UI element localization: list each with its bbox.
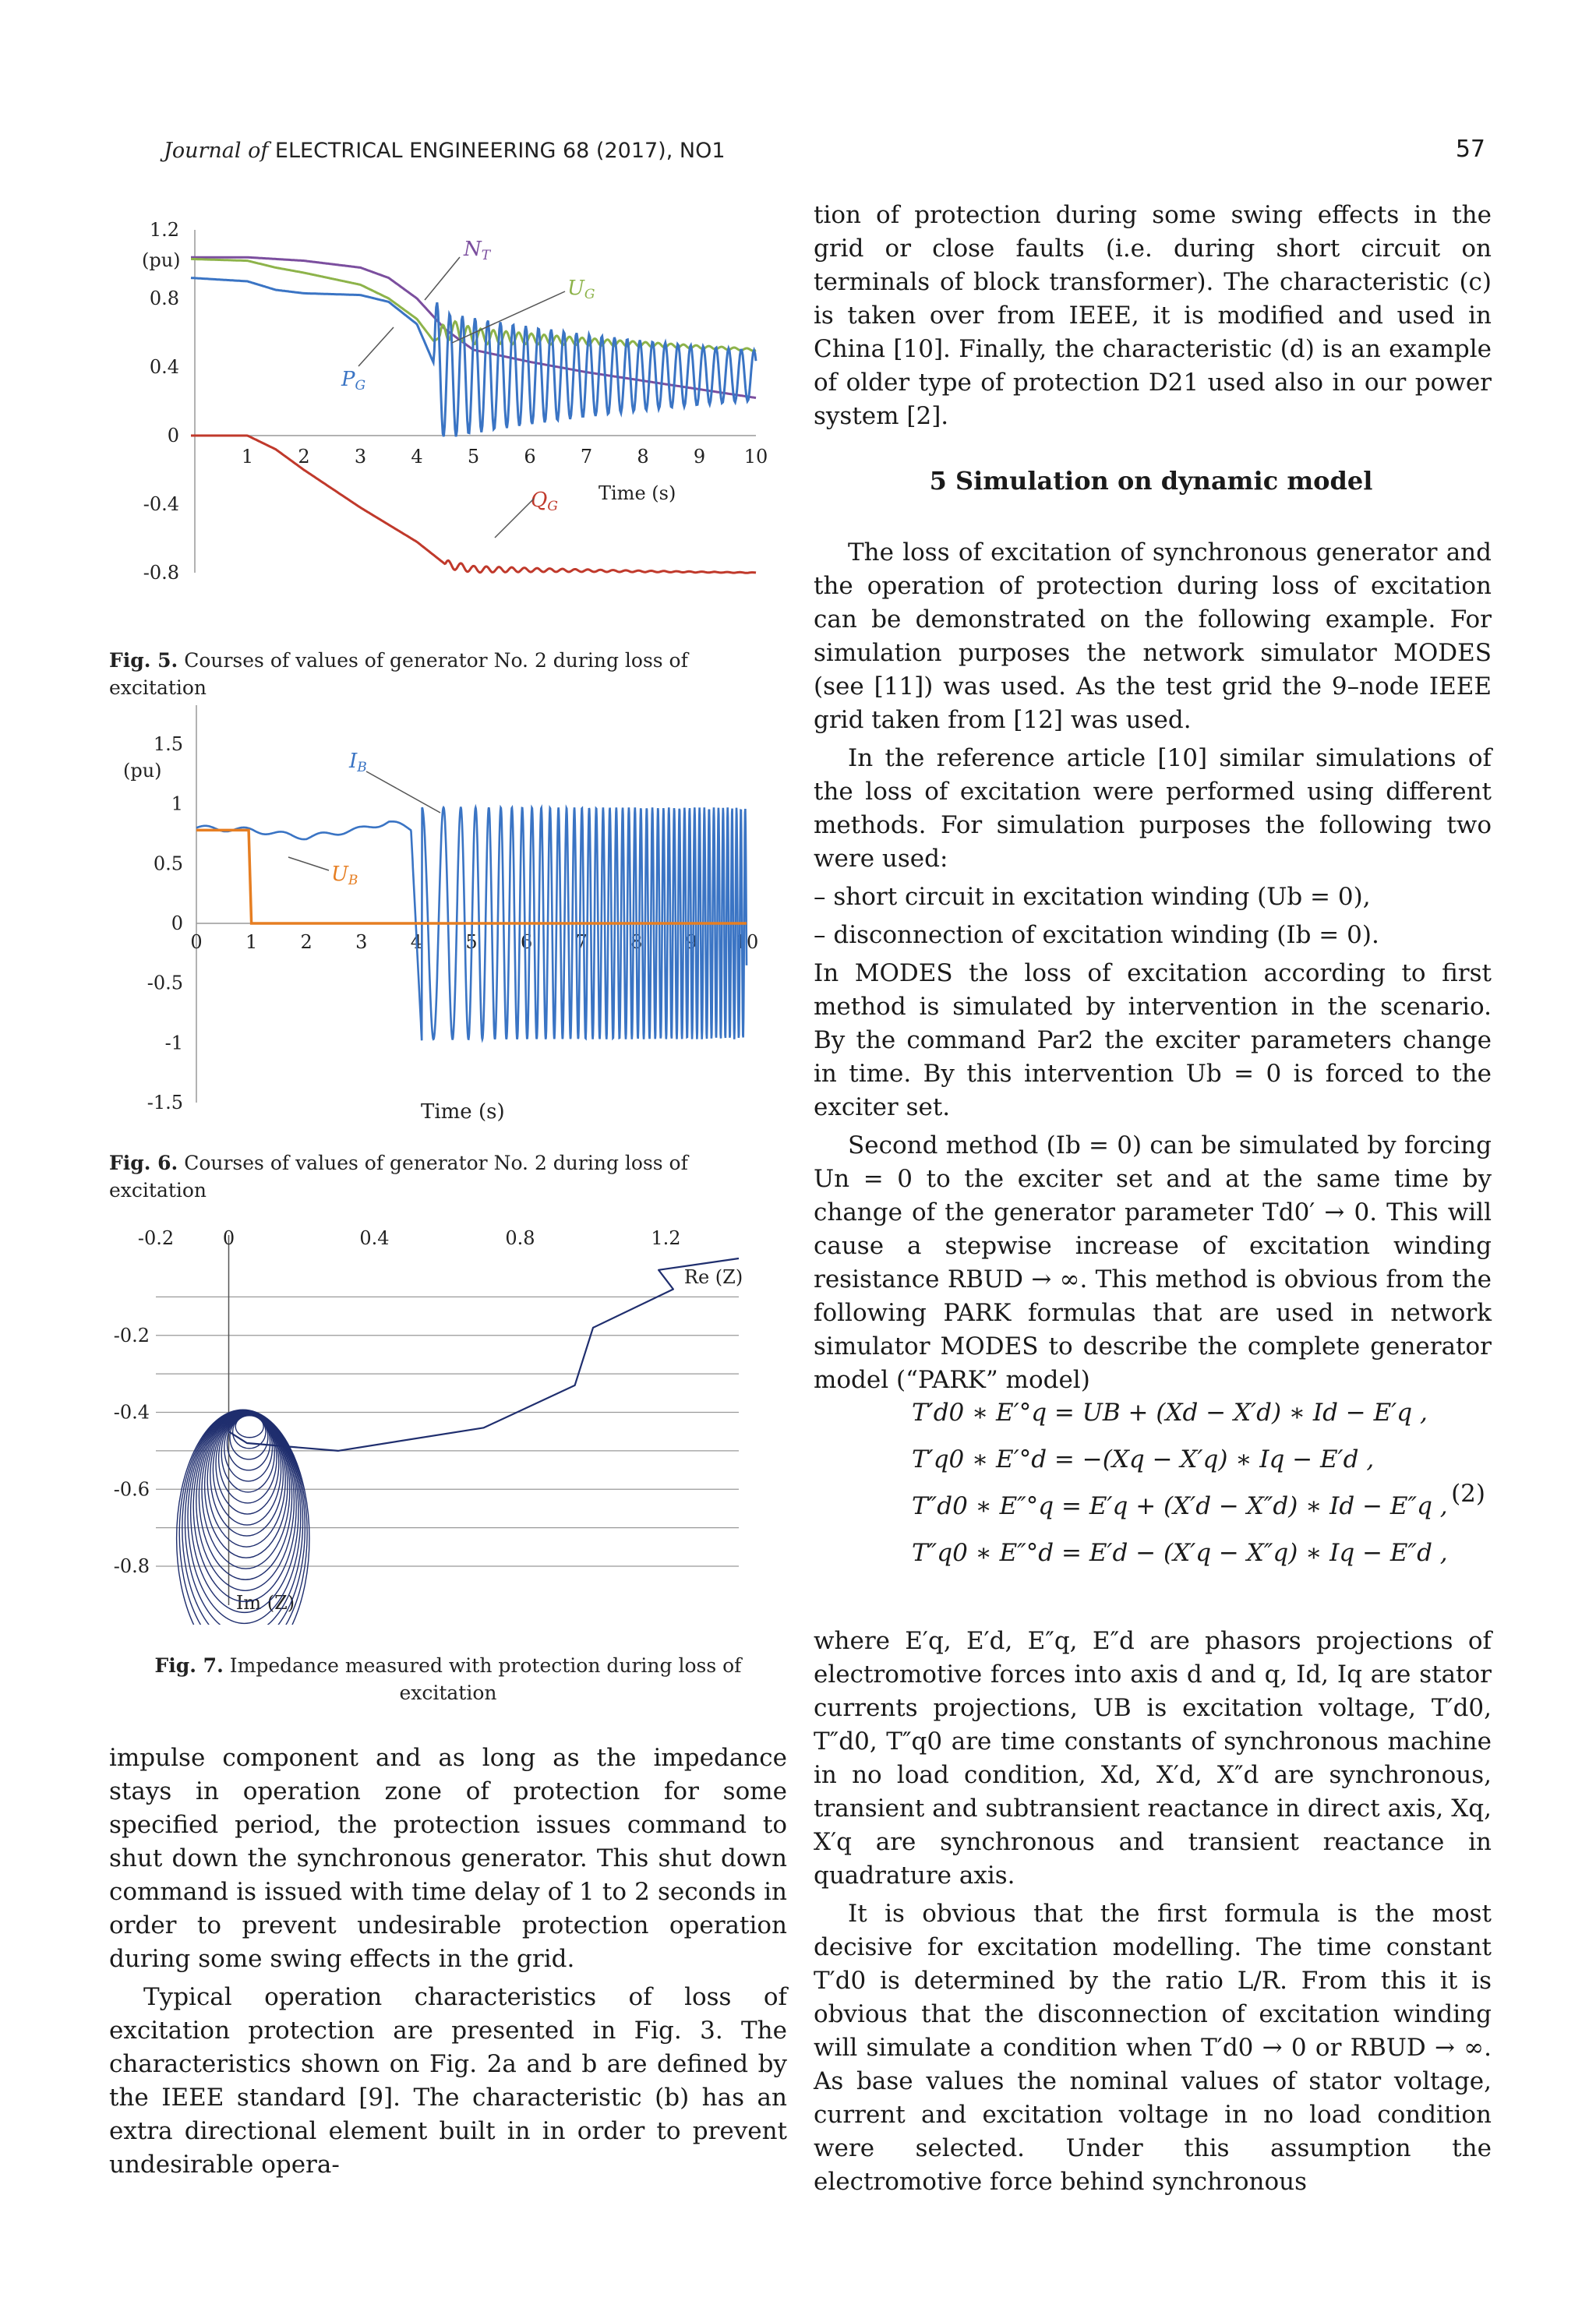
running-head — [164, 139, 726, 163]
fig6-label-ub: UB — [331, 863, 358, 888]
fig5-x-tick-label: 6 — [524, 446, 536, 468]
fig5-label-nt: NT — [464, 238, 491, 263]
figure-5 — [109, 210, 787, 584]
fig5-y-tick-label: 0.4 — [149, 356, 179, 378]
fig5-x-tick-label: 3 — [354, 446, 367, 468]
fig5-y-tick-label: -0.8 — [143, 562, 179, 584]
list-item-short-circuit: – short circuit in excitation winding (Ub = 0), — [814, 883, 1371, 911]
fig5-y-tick-label: 0.8 — [149, 288, 179, 309]
right-paragraph-1: The loss of excitation of synchronous generator and the operation of protection during loss of excitation can be demonstrated on the following example. For simulation purposes the network simulator MODES (see [11]) was used. As the test grid the 9–node IEEE grid taken from [12] was used. — [814, 538, 1492, 734]
figure-7-chart — [109, 1219, 787, 1625]
fig6-y-tick-label: 1 — [171, 792, 183, 815]
fig6-leader-ub — [288, 857, 329, 870]
fig5-x-axis-label: Time (s) — [598, 482, 676, 504]
fig6-y-tick-label: -1.5 — [147, 1092, 183, 1113]
equation-2: T′q0 ∗ E′°d = −(Xq − X′q) ∗ Iq − E′d , — [912, 1445, 1375, 1473]
left-paragraph-1: impulse component and as long as the impedance stays in operation zone of protection for some specified period, the protection issues command to shut down the synchronous generator. This shut down command is issued with time delay of 1 to 2 seconds in order to prevent undesirable protection operation during some swing effects in the grid. — [109, 1744, 787, 1973]
fig7-y-tick-label: -0.2 — [113, 1324, 150, 1346]
fig5-y-tick-label: -0.4 — [143, 493, 179, 515]
fig6-x-tick-label: 8 — [630, 931, 643, 953]
right-paragraph-2: In the reference article [10] similar simulations of the loss of excitation were performed using different methods. For simulation purposes the following two were used: — [814, 744, 1492, 873]
figure-6-caption — [109, 1149, 787, 1204]
fig6-y-tick-label: -1 — [164, 1032, 183, 1054]
fig5-x-tick-label: 10 — [743, 446, 768, 468]
fig5-x-tick-label: 7 — [580, 446, 593, 468]
fig6-y-axis-label: (pu) — [123, 760, 162, 782]
fig5-x-tick-label: 9 — [693, 446, 706, 468]
fig6-x-tick-label: 4 — [410, 931, 423, 953]
fig6-x-tick-label: 10 — [734, 931, 759, 953]
equation-block-2 — [810, 1399, 1488, 1617]
fig6-x-tick-label: 5 — [465, 931, 478, 953]
figure-6 — [109, 705, 787, 1134]
figure-6-caption-text: Courses of values of generator No. 2 during loss of excitation — [109, 1152, 688, 1202]
right-paragraph-3: In MODES the loss of excitation according to first method is simulated by intervention in the scenario. By the command Par2 the exciter parameters change in time. By this intervention Ub = 0 is forced to the exciter set. — [814, 959, 1492, 1121]
left-column-text — [109, 1742, 787, 2182]
right-column-body — [814, 536, 1492, 1397]
fig7-impedance-loop — [210, 1413, 284, 1536]
figure-7 — [109, 1219, 787, 1625]
figure-7-caption-text: Impedance measured with protection during loss of excitation — [229, 1654, 742, 1704]
fig5-series-line-pg — [191, 278, 756, 437]
fig6-y-tick-label: -0.5 — [147, 972, 183, 994]
fig6-x-tick-label: 3 — [355, 931, 368, 953]
fig5-label-ug: UG — [567, 277, 595, 302]
fig6-leader-ib — [366, 771, 440, 813]
figure-5-caption — [109, 647, 787, 701]
fig5-label-pg: PG — [341, 368, 366, 393]
fig5-x-tick-label: 5 — [467, 446, 480, 468]
figure-5-label: Fig. 5. — [109, 649, 178, 672]
fig6-x-tick-label: 1 — [245, 931, 258, 953]
figure-6-label: Fig. 6. — [109, 1152, 178, 1174]
fig7-x-tick-label: 0.4 — [359, 1227, 390, 1249]
fig6-x-axis-label: Time (s) — [421, 1100, 505, 1124]
fig6-x-tick-label: 2 — [300, 931, 312, 953]
right-paragraph-0: tion of protection during some swing effects in the grid or close faults (i.e. during short circuit on terminals of block transformer). The characteristic (c) is taken over from IEEE, it is modified and used in China [10]. Finally, the characteristic (d) is an example of older type of protection D21 used also in our power system [2]. — [814, 201, 1492, 430]
fig7-x-tick-label: 1.2 — [651, 1227, 681, 1249]
fig6-x-tick-label: 6 — [520, 931, 533, 953]
fig7-x-axis-label: Re (Z) — [683, 1266, 743, 1288]
fig5-label-qg: QG — [531, 489, 558, 514]
fig5-y-tick-label: 1.2 — [149, 219, 179, 241]
figure-7-caption — [109, 1652, 787, 1706]
fig7-y-tick-label: -0.8 — [113, 1555, 150, 1577]
fig7-y-tick-label: -0.4 — [113, 1401, 150, 1424]
fig7-x-tick-label: 0 — [222, 1227, 235, 1249]
fig7-y-tick-label: -0.6 — [113, 1478, 150, 1501]
right-column-intro — [814, 199, 1492, 433]
fig5-leader-qg — [495, 499, 534, 538]
figure-7-label: Fig. 7. — [154, 1654, 224, 1677]
equation-3: T″d0 ∗ E″°q = E′q + (X′d − X″d) ∗ Id − E″q , — [912, 1492, 1448, 1520]
right-paragraph-6: It is obvious that the first formula is the most decisive for excitation modelling. The time constant T′d0 is determined by the ratio L/R. From this it is obvious that the disconnection of excitation winding will simulate a condition when T′d0 → 0 or RBUD → ∞. As base values the nominal values of stator voltage, current and excitation voltage in no load condition were selected. Under this assumption the electromotive force behind synchronous — [814, 1900, 1492, 2196]
fig7-x-tick-label: 0.8 — [505, 1227, 535, 1249]
fig6-y-tick-label: 0.5 — [153, 852, 183, 875]
fig5-x-tick-label: 4 — [411, 446, 423, 468]
equation-number: (2) — [1451, 1480, 1485, 1508]
figure-5-chart — [109, 210, 787, 584]
fig7-y-axis-label: Im (Z) — [235, 1592, 295, 1614]
left-paragraph-2: Typical operation characteristics of loss of excitation protection are presented in Fig. 3. The characteristics shown on Fig. 2a and b are defined by the IEEE standard [9]. The characteristic (b) has an extra directional element built in in order to prevent undesirable opera- — [109, 1983, 787, 2179]
equation-4: T″q0 ∗ E″°d = E′d − (X′q − X″q) ∗ Iq − E″d , — [912, 1539, 1448, 1567]
equation-1: T′d0 ∗ E′°q = UB + (Xd − X′d) ∗ Id − E′q , — [912, 1399, 1428, 1427]
fig6-x-tick-label: 9 — [685, 931, 698, 953]
fig5-x-tick-label: 1 — [241, 446, 254, 468]
right-column-tail — [814, 1625, 1492, 2199]
journal-italic: Journal of — [164, 139, 269, 163]
fig6-y-tick-label: 0 — [171, 912, 183, 934]
fig5-leader-nt — [425, 257, 460, 300]
section-title: 5 Simulation on dynamic model — [929, 466, 1373, 496]
fig5-leader-pg — [358, 327, 394, 366]
right-paragraph-4: Second method (Ib = 0) can be simulated by forcing Un = 0 to the exciter set and at the same time by change of the generator parameter Td0′ → 0. This will cause a stepwise increase of excitation winding resistance RBUD → ∞. This method is obvious from the following PARK formulas that are used in network simulator MODES to describe the complete generator model (“PARK” model) — [814, 1131, 1492, 1394]
fig7-trajectory — [229, 1258, 740, 1451]
list-item-disconnection: – disconnection of excitation winding (Ib = 0). — [814, 921, 1379, 949]
journal-name: ELECTRICAL ENGINEERING 68 (2017), NO1 — [274, 139, 726, 163]
fig6-y-tick-label: 1.5 — [153, 733, 183, 755]
fig7-impedance-loop — [221, 1414, 274, 1492]
fig6-x-tick-label: 0 — [190, 931, 203, 953]
fig5-y-tick-label: 0 — [167, 425, 179, 446]
fig5-x-tick-label: 8 — [637, 446, 649, 468]
figure-6-chart — [109, 705, 787, 1134]
fig6-x-tick-label: 7 — [575, 931, 588, 953]
fig5-x-tick-label: 2 — [298, 446, 310, 468]
fig5-y-axis-label: (pu) — [142, 249, 181, 271]
right-paragraph-5: where E′q, E′d, E″q, E″d are phasors projections of electromotive forces into axis d and q, Id, Iq are stator currents projections, UB is excitation voltage, T′d0, T″d0, T″q0 are time constants of synchronous machine in no load condition, Xd, X′d, X″d are synchronous, transient and subtransient reactance in direct axis, Xq, X′q are synchronous and transient reactance in quadrature axis. — [814, 1627, 1492, 1890]
figure-5-caption-text: Courses of values of generator No. 2 during loss of excitation — [109, 649, 688, 699]
fig7-x-tick-label: -0.2 — [137, 1227, 175, 1249]
page-number: 57 — [1455, 136, 1485, 163]
fig6-label-ib: IB — [349, 750, 367, 775]
